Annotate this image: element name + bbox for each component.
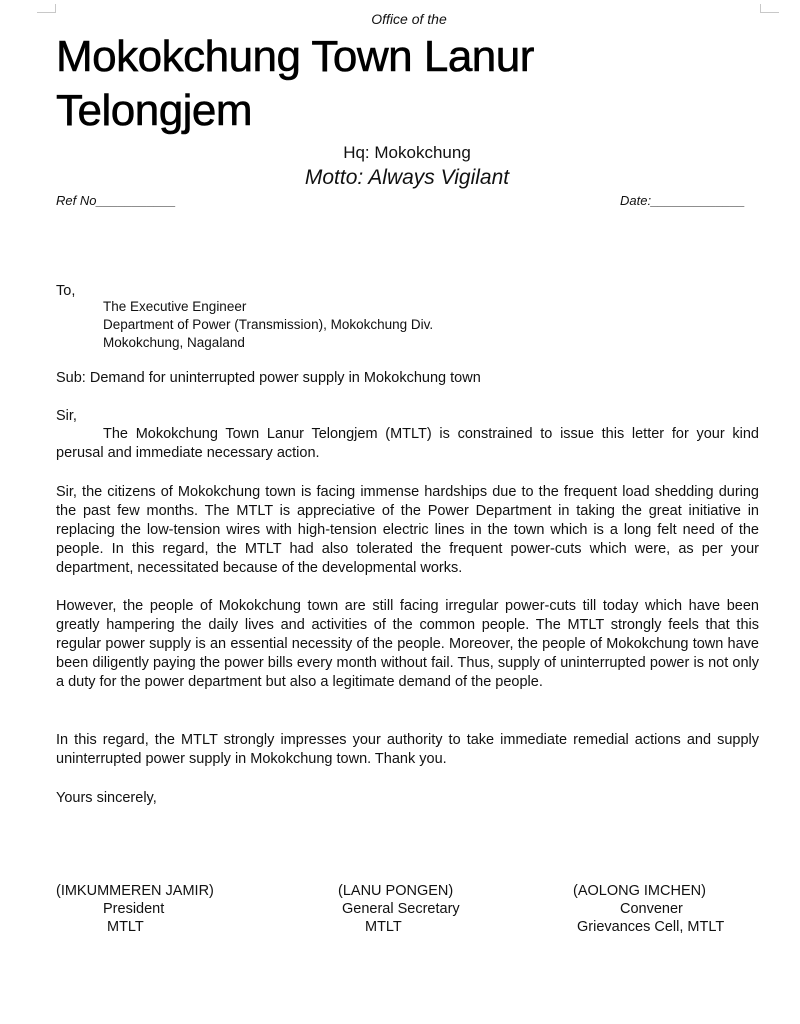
office-of-label: Office of the <box>371 11 447 27</box>
body-paragraph: The Mokokchung Town Lanur Telongjem (MTLT) is constrained to issue this letter for your kind perusal and immediate necessary action. <box>56 426 759 461</box>
body-paragraph: In this regard, the MTLT strongly impresses your authority to take immediate remedial actions and supply uninterrupted power supply in Mokokchung town. Thank you. <box>56 732 759 767</box>
signatory-org: MTLT <box>107 919 144 935</box>
recipient-address-line: The Executive Engineer <box>103 299 247 314</box>
signatory-name: (LANU PONGEN) <box>338 883 454 899</box>
recipient-address-line: Department of Power (Transmission), Mokokchung Div. <box>103 317 434 332</box>
signatory-name: (AOLONG IMCHEN) <box>573 883 706 899</box>
signatory-role: General Secretary <box>342 901 460 917</box>
reference-number-field: Ref No___________ <box>56 193 176 208</box>
signatory-block <box>56 882 214 936</box>
recipient-address-line: Mokokchung, Nagaland <box>103 335 245 350</box>
signatory-block <box>573 882 724 936</box>
headquarters-line: Hq: Mokokchung <box>343 143 471 162</box>
signatory-block <box>338 882 460 936</box>
signatory-org: MTLT <box>365 919 402 935</box>
motto-line: Motto: Always Vigilant <box>304 166 510 189</box>
signatory-name: (IMKUMMEREN JAMIR) <box>56 883 214 899</box>
organization-name: Mokokchung Town Lanur Telongjem <box>56 32 534 135</box>
salutation: Sir, <box>56 408 77 424</box>
date-field: Date:_____________ <box>620 193 746 208</box>
signatory-role: Convener <box>620 901 683 917</box>
body-paragraph: Sir, the citizens of Mokokchung town is facing immense hardships due to the frequent load shedding during the past few months. The MTLT is appreciative of the Power Department in taking the great initiative in replacing the low-tension wires with high-tension electric lines in the town which is a long felt need of the people. In this regard, the MTLT had also tolerated the frequent power-cuts which were, as per your department, necessitated because of the developmental works. <box>56 484 759 576</box>
recipient-to-label: To, <box>56 283 76 299</box>
signatory-org: Grievances Cell, MTLT <box>577 919 725 935</box>
subject-line: Sub: Demand for uninterrupted power supply in Mokokchung town <box>56 370 481 386</box>
body-paragraph: However, the people of Mokokchung town are still facing irregular power-cuts till today which have been greatly hampering the daily lives and activities of the common people. The MTLT strongly feels that this regular power supply is an essential necessity of the people. Moreover, the people of Mokokchung town have been diligently paying the power bills every month without fail. Thus, supply of uninterrupted power is not only a duty for the power department but also a legitimate demand of the people. <box>56 598 759 690</box>
closing-line: Yours sincerely, <box>56 790 157 806</box>
signatory-role: President <box>103 901 165 917</box>
